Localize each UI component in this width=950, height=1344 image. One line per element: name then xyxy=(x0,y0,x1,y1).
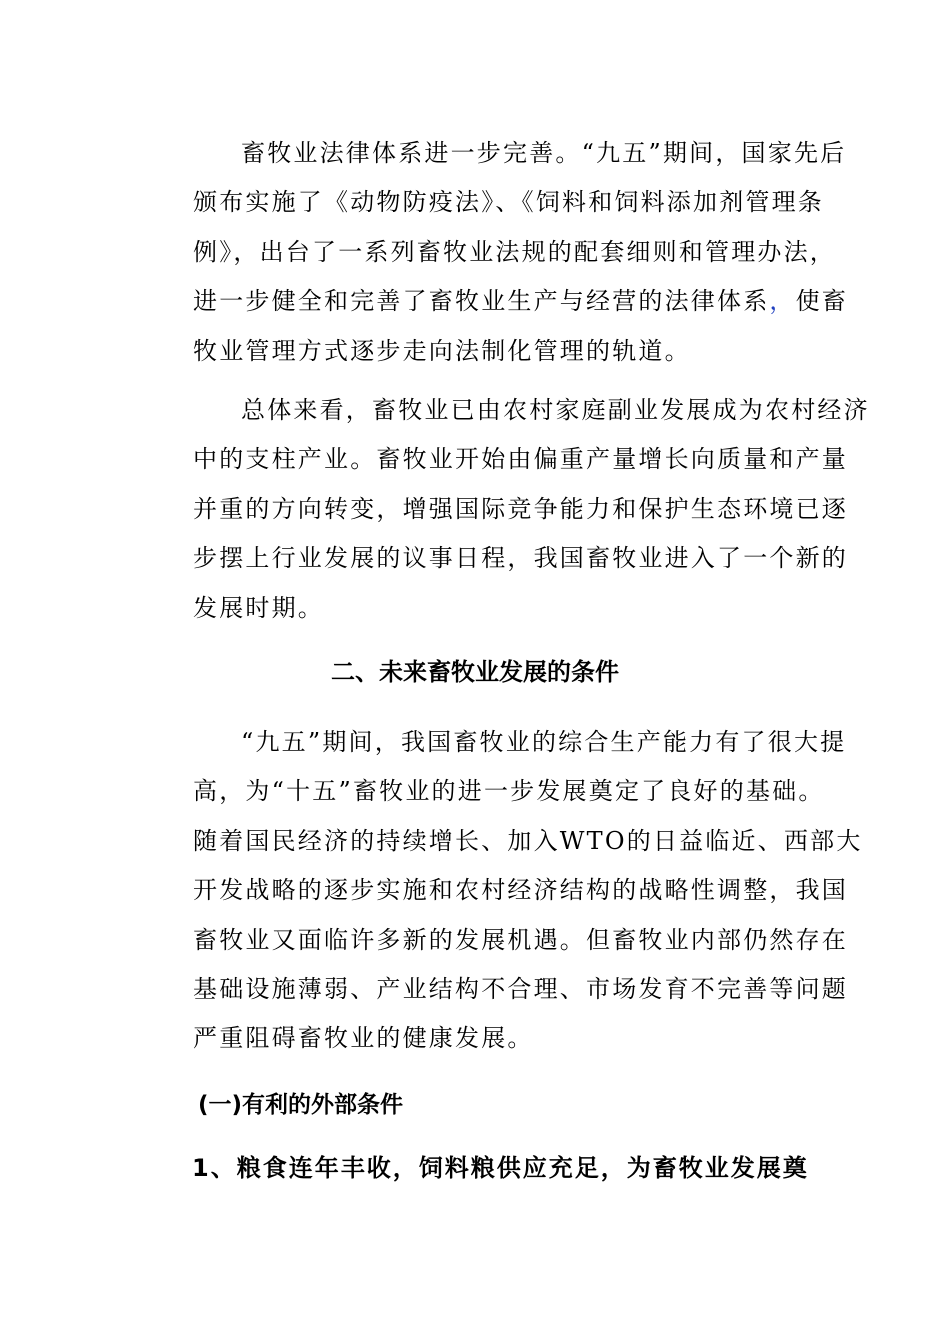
text-line: 严重阻碍畜牧业的健康发展。 xyxy=(193,1024,534,1053)
blue-comma: ， xyxy=(769,287,796,316)
text-line: 颁布实施了《动物防疫法》、《饲料和饲料添加剂管理条 xyxy=(193,188,824,217)
text-fragment: 进一步健全和完善了畜牧业生产与经营的法律体系 xyxy=(193,287,770,316)
text-line: 中的支柱产业。畜牧业开始由偏重产量增长向质量和产量 xyxy=(193,445,848,474)
text-line: 高，为“十五”畜牧业的进一步发展奠定了良好的基础。 xyxy=(193,777,825,806)
paragraph-ninth-five-year xyxy=(145,718,863,1064)
paragraph-legal-system xyxy=(145,129,849,376)
paragraph-overall-view xyxy=(145,386,870,633)
text-line: 例》，出台了一系列畜牧业法规的配套细则和管理办法， xyxy=(193,237,836,266)
text-line: 畜牧业法律体系进一步完善。“九五”期间，国家先后 xyxy=(241,139,847,167)
text-line-with-blue-comma xyxy=(145,277,849,326)
text-line: 开发战略的逐步实施和农村经济结构的战略性调整，我国 xyxy=(193,876,848,905)
text-line: 并重的方向转变，增强国际竞争能力和保护生态环境已逐 xyxy=(193,494,848,523)
text-line: 发展时期。 xyxy=(193,593,324,622)
text-line: 牧业管理方式逐步走向法制化管理的轨道。 xyxy=(193,336,691,365)
subheading-favorable-conditions: (一)有利的外部条件 xyxy=(198,1092,404,1118)
text-line: 总体来看，畜牧业已由农村家庭副业发展成为农村经济 xyxy=(241,396,870,424)
section-heading: 二、未来畜牧业发展的条件 xyxy=(331,658,619,686)
text-fragment: 使畜 xyxy=(795,287,849,316)
text-line: 步摆上行业发展的议事日程，我国畜牧业进入了一个新的 xyxy=(193,544,848,573)
text-line: 基础设施薄弱、产业结构不合理、市场发育不完善等问题 xyxy=(193,975,848,1004)
text-line: “九五”期间，我国畜牧业的综合生产能力有了很大提 xyxy=(241,728,847,756)
item-heading-grain-harvest: 1、粮食连年丰收，饲料粮供应充足，为畜牧业发展奠 xyxy=(192,1154,809,1182)
text-line: 畜牧业又面临许多新的发展机遇。但畜牧业内部仍然存在 xyxy=(193,925,848,954)
text-line: 随着国民经济的持续增长、加入WTO的日益临近、西部大 xyxy=(193,826,863,855)
